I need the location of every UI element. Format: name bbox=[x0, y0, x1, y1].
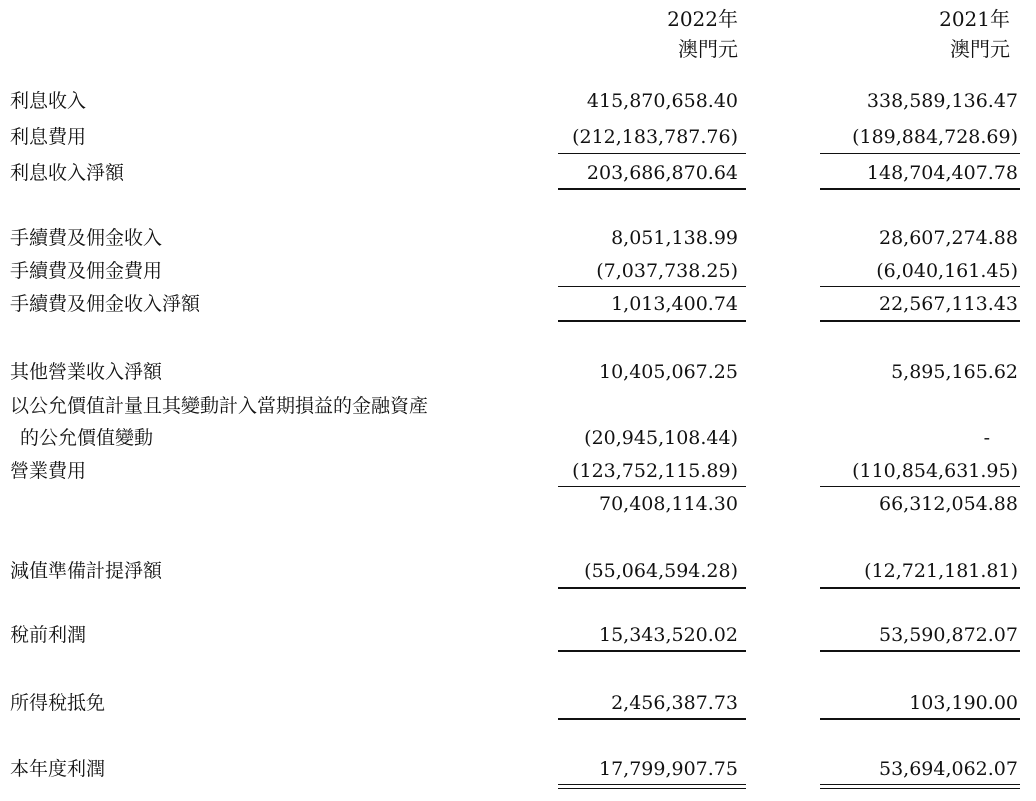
column-currency-2022: 澳門元 bbox=[678, 37, 738, 61]
value-2022: (7,037,738.25) bbox=[596, 260, 738, 282]
row-profit-before-tax bbox=[0, 618, 1036, 652]
column-header-2022 bbox=[667, 4, 738, 64]
value-2021: - bbox=[983, 427, 990, 449]
row-impairment bbox=[0, 554, 1036, 588]
value-2022: (20,945,108.44) bbox=[584, 427, 738, 449]
value-2021: 22,567,113.43 bbox=[878, 293, 1018, 315]
value-2022: 10,405,067.25 bbox=[598, 361, 738, 383]
total-rule bbox=[558, 650, 746, 652]
value-2021: (189,884,728.69) bbox=[852, 126, 1018, 148]
value-2021: 5,895,165.62 bbox=[891, 361, 1018, 383]
value-2021: 28,607,274.88 bbox=[878, 227, 1018, 249]
row-fvtpl-heading bbox=[0, 389, 1036, 423]
row-label: 所得稅抵免 bbox=[10, 692, 106, 714]
total-rule bbox=[558, 188, 746, 190]
value-2022: (212,183,787.76) bbox=[572, 126, 738, 148]
row-net-fee-income bbox=[0, 287, 1036, 321]
column-header-2021 bbox=[939, 4, 1010, 64]
value-2021: 148,704,407.78 bbox=[866, 162, 1018, 184]
value-2021: (12,721,181.81) bbox=[864, 560, 1018, 582]
column-year-2022: 2022年 bbox=[667, 7, 738, 31]
value-2022: 2,456,387.73 bbox=[611, 692, 738, 714]
value-2022: 203,686,870.64 bbox=[586, 162, 738, 184]
value-2022: (55,064,594.28) bbox=[584, 560, 738, 582]
subtotal-rule bbox=[820, 153, 1020, 154]
row-net-interest-income bbox=[0, 156, 1036, 190]
row-fvtpl-change bbox=[0, 421, 1036, 455]
total-rule bbox=[820, 650, 1020, 652]
column-currency-2021: 澳門元 bbox=[950, 37, 1010, 61]
row-label: 營業費用 bbox=[10, 460, 87, 482]
row-income-tax-credit bbox=[0, 686, 1036, 720]
total-rule bbox=[820, 320, 1020, 322]
total-rule bbox=[558, 320, 746, 322]
row-operating-subtotal bbox=[0, 487, 1036, 521]
row-label: 利息費用 bbox=[10, 126, 87, 148]
row-profit-for-year bbox=[0, 752, 1036, 786]
double-underline bbox=[820, 784, 1020, 789]
row-label: 手續費及佣金費用 bbox=[10, 260, 163, 282]
total-rule bbox=[820, 718, 1020, 720]
value-2021: 338,589,136.47 bbox=[866, 90, 1018, 112]
value-2022: 8,051,138.99 bbox=[611, 227, 738, 249]
row-label: 本年度利潤 bbox=[10, 758, 106, 780]
total-rule bbox=[820, 587, 1020, 589]
row-label: 其他營業收入淨額 bbox=[10, 361, 163, 383]
row-other-operating-income bbox=[0, 355, 1036, 389]
double-underline bbox=[558, 784, 746, 789]
value-2021: (110,854,631.95) bbox=[852, 460, 1018, 482]
row-interest-income bbox=[0, 84, 1036, 118]
value-2022: (123,752,115.89) bbox=[572, 460, 738, 482]
value-2022: 70,408,114.30 bbox=[598, 493, 738, 515]
value-2022: 415,870,658.40 bbox=[586, 90, 738, 112]
row-operating-expense bbox=[0, 454, 1036, 488]
column-year-2021: 2021年 bbox=[939, 7, 1010, 31]
row-label: 利息收入淨額 bbox=[10, 162, 125, 184]
row-label: 手續費及佣金收入 bbox=[10, 227, 163, 249]
value-2021: 53,590,872.07 bbox=[878, 624, 1018, 646]
value-2022: 1,013,400.74 bbox=[611, 293, 738, 315]
subtotal-rule bbox=[558, 153, 746, 154]
total-rule bbox=[558, 587, 746, 589]
value-2021: 66,312,054.88 bbox=[878, 493, 1018, 515]
total-rule bbox=[820, 188, 1020, 190]
value-2021: 53,694,062.07 bbox=[878, 758, 1018, 780]
row-interest-expense bbox=[0, 120, 1036, 154]
total-rule bbox=[558, 718, 746, 720]
value-2021: 103,190.00 bbox=[909, 692, 1018, 714]
value-2022: 17,799,907.75 bbox=[598, 758, 738, 780]
value-2022: 15,343,520.02 bbox=[598, 624, 738, 646]
row-fee-expense bbox=[0, 254, 1036, 288]
row-label: 以公允價值計量且其變動計入當期損益的金融資產 bbox=[10, 395, 429, 417]
row-label: 利息收入 bbox=[10, 90, 87, 112]
row-label: 手續費及佣金收入淨額 bbox=[10, 293, 201, 315]
row-label: 的公允價值變動 bbox=[20, 427, 154, 449]
row-label: 減值準備計提淨額 bbox=[10, 560, 163, 582]
value-2021: (6,040,161.45) bbox=[876, 260, 1018, 282]
row-fee-income bbox=[0, 221, 1036, 255]
row-label: 稅前利潤 bbox=[10, 624, 87, 646]
